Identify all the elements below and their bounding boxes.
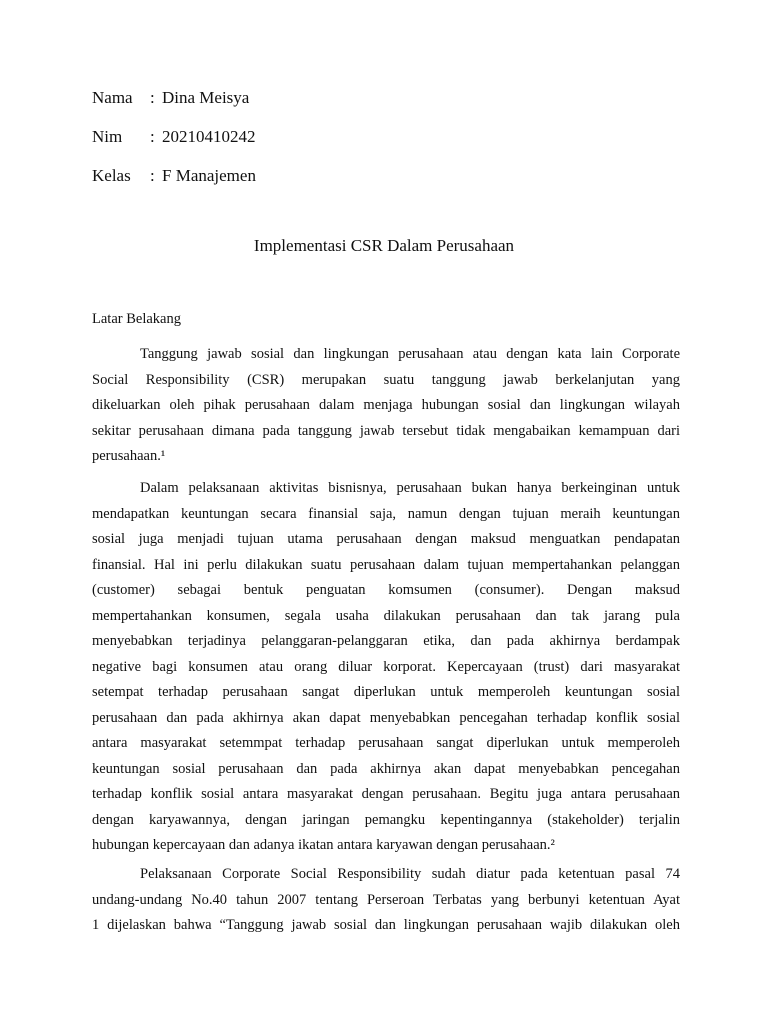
paragraph-line: antara masyarakat setemmpat terhadap perusahaan sangat diperlukan untuk memperoleh: [92, 735, 680, 751]
paragraph-line: Dalam pelaksanaan aktivitas bisnisnya, perusahaan bukan hanya berkeinginan untuk: [140, 480, 680, 496]
name-separator: :: [150, 88, 155, 107]
identity-row-class: [92, 166, 256, 186]
paragraph-line: Social Responsibility (CSR) merupakan suatu tanggung jawab berkelanjutan yang: [92, 371, 680, 388]
paragraph-line: terhadap konflik sosial antara masyarakat dengan perusahaan. Begitu juga antara perusahaan: [92, 786, 680, 802]
section-heading: Latar Belakang: [92, 311, 181, 327]
paragraph-line: mendapatkan keuntungan secara finansial saja, namun dengan tujuan meraih keuntungan: [92, 505, 680, 522]
name-label: Nama: [92, 88, 133, 107]
document-title: Implementasi CSR Dalam Perusahaan: [253, 236, 515, 255]
paragraph-line: hubungan kepercayaan dan adanya ikatan antara karyawan dengan perusahaan.²: [92, 837, 555, 853]
paragraph-line: Tanggung jawab sosial dan lingkungan perusahaan atau dengan kata lain Corporate: [140, 346, 680, 362]
class-label: Kelas: [92, 166, 131, 185]
paragraph-line: sosial juga menjadi tujuan utama perusahaan dengan maksud menguatkan pendapatan: [92, 531, 680, 547]
paragraph-line: dengan karyawannya, dengan jaringan pemangku kepentingannya (stakeholder) terjalin: [92, 811, 680, 828]
paragraph-line: negative bagi konsumen atau orang diluar korporat. Kepercayaan (trust) dari masyarakat: [92, 658, 680, 675]
paragraph-3: [92, 862, 680, 939]
paragraph-line: mempertahankan konsumen, segala usaha dilakukan perusahaan dan tak jarang pula: [92, 607, 680, 624]
paragraph-line: keuntungan sosial perusahaan dan pada akhirnya akan dapat menyebabkan pencegahan: [92, 760, 680, 777]
nim-separator: :: [150, 127, 155, 146]
name-value: Dina Meisya: [162, 88, 250, 107]
paragraph-2: [92, 476, 680, 859]
identity-row-name: [92, 88, 249, 108]
nim-value: 20210410242: [162, 127, 256, 146]
paragraph-line: menyebabkan terjadinya pelanggaran-pelanggaran etika, dan pada akhirnya berdampak: [92, 633, 680, 649]
paragraph-line: perusahaan.¹: [92, 448, 166, 464]
paragraph-line: perusahaan dan pada akhirnya akan dapat menyebabkan pencegahan terhadap konflik sosial: [92, 709, 680, 726]
paragraph-line: (customer) sebagai bentuk penguatan komsumen (consumer). Dengan maksud: [92, 582, 680, 598]
paragraph-line: 1 dijelaskan bahwa “Tanggung jawab sosial dan lingkungan perusahaan wajib dilakukan oleh: [92, 917, 680, 933]
paragraph-line: dikeluarkan oleh pihak perusahaan dalam menjaga hubungan sosial dan lingkungan wilayah: [92, 397, 680, 413]
identity-row-nim: [92, 127, 256, 147]
paragraph-line: sekitar perusahaan dimana pada tanggung jawab tersebut tidak mengabaikan kemampuan dari: [92, 422, 680, 439]
nim-label: Nim: [92, 127, 123, 146]
paragraph-1: [92, 342, 680, 470]
paragraph-line: finansial. Hal ini perlu dilakukan suatu perusahaan dalam tujuan mempertahankan pelanggan: [92, 556, 680, 573]
paragraph-line: Pelaksanaan Corporate Social Responsibility sudah diatur pada ketentuan pasal 74: [140, 866, 680, 882]
class-separator: :: [150, 166, 155, 185]
paragraph-line: setempat terhadap perusahaan sangat diperlukan untuk memperoleh keuntungan sosial: [92, 684, 680, 700]
paragraph-line: undang-undang No.40 tahun 2007 tentang Perseroan Terbatas yang berbunyi ketentuan Ayat: [92, 891, 680, 908]
class-value: F Manajemen: [162, 166, 256, 185]
